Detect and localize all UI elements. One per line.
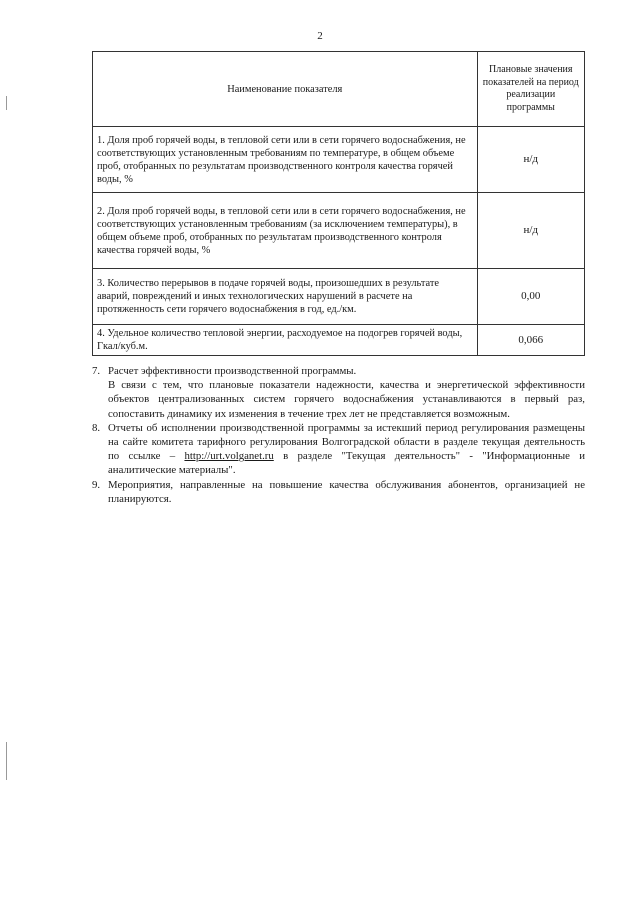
table-row: [93, 193, 585, 269]
table-row: [93, 325, 585, 356]
table-row: [93, 269, 585, 325]
indicator-name: 4. Удельное количество тепловой энергии, расходуемое на подогрев горячей воды, Гкал/куб.м.: [93, 325, 478, 356]
section-text-after-link: в разделе "Текущая деятельность" - "Информационные и аналитические материалы".: [108, 450, 586, 477]
indicator-name: 3. Количество перерывов в подаче горячей воды, произошедших в результате аварий, повреждений и иных технологических нарушений в расчете на протяженность сети горячего водоснабжения в год, ед./км.: [93, 269, 478, 325]
tariff-committee-link[interactable]: http://urt.volganet.ru: [184, 450, 274, 463]
section-text: [108, 421, 585, 478]
section-text: В связи с тем, что плановые показатели надежности, качества и энергетической эффективности объектов централизованных систем горячего водоснабжения устанавливаются в первый раз, сопоставить динамику их изменения в течение трех лет не представляется возможным.: [108, 379, 585, 420]
table-header-row: [93, 52, 585, 127]
section-title: Расчет эффективности производственной программы.: [108, 365, 357, 377]
program-sections: [92, 364, 585, 506]
section-7: [92, 364, 585, 421]
indicator-name: 2. Доля проб горячей воды, в тепловой сети или в сети горячего водоснабжения, не соответствующих установленным требованиям (за исключением температуры), в общем объеме проб, отобранных по результатам производственного контроля качества горячей воды, %: [93, 193, 478, 269]
indicator-name: 1. Доля проб горячей воды, в тепловой сети или в сети горячего водоснабжения, не соответствующих установленным требованиям по температуре, в общем объеме проб, отобранных по результатам производственного контроля качества горячей воды, %: [93, 127, 478, 193]
section-9: [92, 478, 585, 506]
scan-artifact: [6, 96, 7, 110]
header-indicator-name: Наименование показателя: [93, 52, 478, 127]
section-text-before-link: Отчеты об исполнении производственной программы за истекший период регулирования размещены на сайте комитета тарифного регулирования Волгоградской области в разделе текущая деятельность по ссылке –: [108, 421, 585, 463]
section-number: 8.: [92, 421, 101, 434]
section-number: 9.: [92, 478, 101, 491]
header-planned-values: Плановые значения показателей на период реализации программы: [477, 52, 584, 127]
table-row: [93, 127, 585, 193]
indicator-value: 0,066: [477, 325, 584, 356]
indicator-value: 0,00: [477, 269, 584, 325]
indicators-table: [92, 51, 585, 356]
indicator-value: н/д: [477, 193, 584, 269]
section-number: 7.: [92, 365, 101, 377]
section-text: Мероприятия, направленные на повышение качества обслуживания абонентов, организацией не планируются.: [108, 478, 585, 505]
page-number: 2: [317, 30, 323, 42]
section-8: [92, 421, 585, 478]
scan-artifact: [6, 742, 7, 780]
indicator-value: н/д: [477, 127, 584, 193]
